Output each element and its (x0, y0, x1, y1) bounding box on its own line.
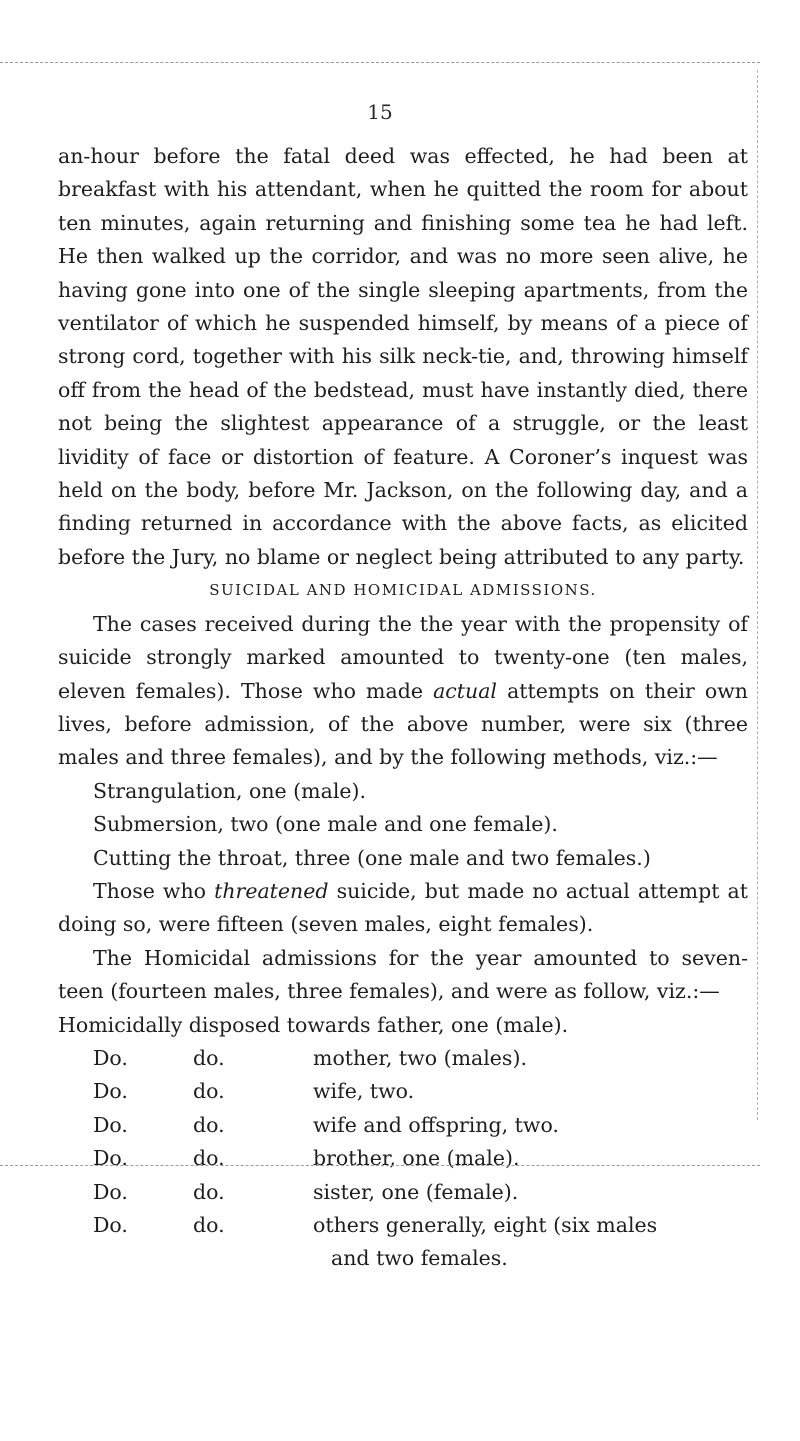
right-page-edge (757, 70, 758, 1120)
section-heading: SUICIDAL AND HOMICIDAL ADMISSIONS. (209, 581, 597, 600)
paragraph-homicidal-admissions: The Homicidal admissions for the year amounted to seven- teen (fourteen males, three females), and were as follow, viz.:— (58, 945, 748, 1004)
table-row: Do. do. wife, two. (93, 1079, 415, 1104)
paragraph-inquest-account: an-hour before the fatal deed was effected, he had been at breakfast with his attendant, when he quitted the room for about ten minutes, again returning and finishing some tea he had left. He then walked up the corridor, and was no more seen alive, he having gone into one of the single sleeping apartments, from the ventilator of which he suspended himself, by means of a piece of strong cord, together with his silk neck-tie, and, throwing himself off from the head of the bedstead, must have instantly died, there not being the slightest appearance of a struggle, or the least lividity of face or distortion of feature. A Coroner’s inquest was held on the body, before Mr. Jackson, on the following day, and a finding returned in accordance with the above facts, as elicited before the Jury, no blame or neglect being attributed to any party. (58, 144, 748, 569)
paragraph-suicidal-cases: The cases received during the the year with the propensity of suicide strongly marked amounted to twenty-one (ten males, eleven females). Those who made actual attempts on their own lives, before admission, of the above number, were six (three males and three females), and by the following methods, viz.:— (58, 611, 748, 770)
list-item: Submersion, two (one male and one female). (93, 812, 558, 837)
bottom-page-rule (0, 1165, 760, 1166)
homicidal-table (58, 1042, 748, 1276)
methods-list (58, 775, 748, 875)
page-number: 15 (367, 100, 393, 124)
emphasis-threatened: threatened (214, 878, 329, 903)
table-row: Do. do. others generally, eight (six males (93, 1213, 658, 1237)
table-row: Do. do. mother, two (males). (93, 1045, 527, 1070)
homicidal-father-line: Homicidally disposed towards father, one (male). (58, 1012, 569, 1037)
table-row: Do. do. brother, one (male). (93, 1146, 520, 1171)
top-page-rule (0, 62, 760, 63)
page-body (58, 140, 748, 1276)
emphasis-actual: actual (433, 678, 497, 703)
list-item: Cutting the throat, three (one male and two females.) (93, 845, 651, 870)
list-item: Strangulation, one (male). (93, 778, 367, 803)
table-row: Do. do. sister, one (female). (93, 1179, 519, 1204)
table-row: Do. do. wife and offspring, two. (93, 1112, 559, 1137)
table-row-continuation: and two females. (331, 1246, 508, 1271)
paragraph-threatened: Those who threatened suicide, but made no actual attempt at doing so, were fifteen (seven males, eight females). (58, 878, 748, 937)
